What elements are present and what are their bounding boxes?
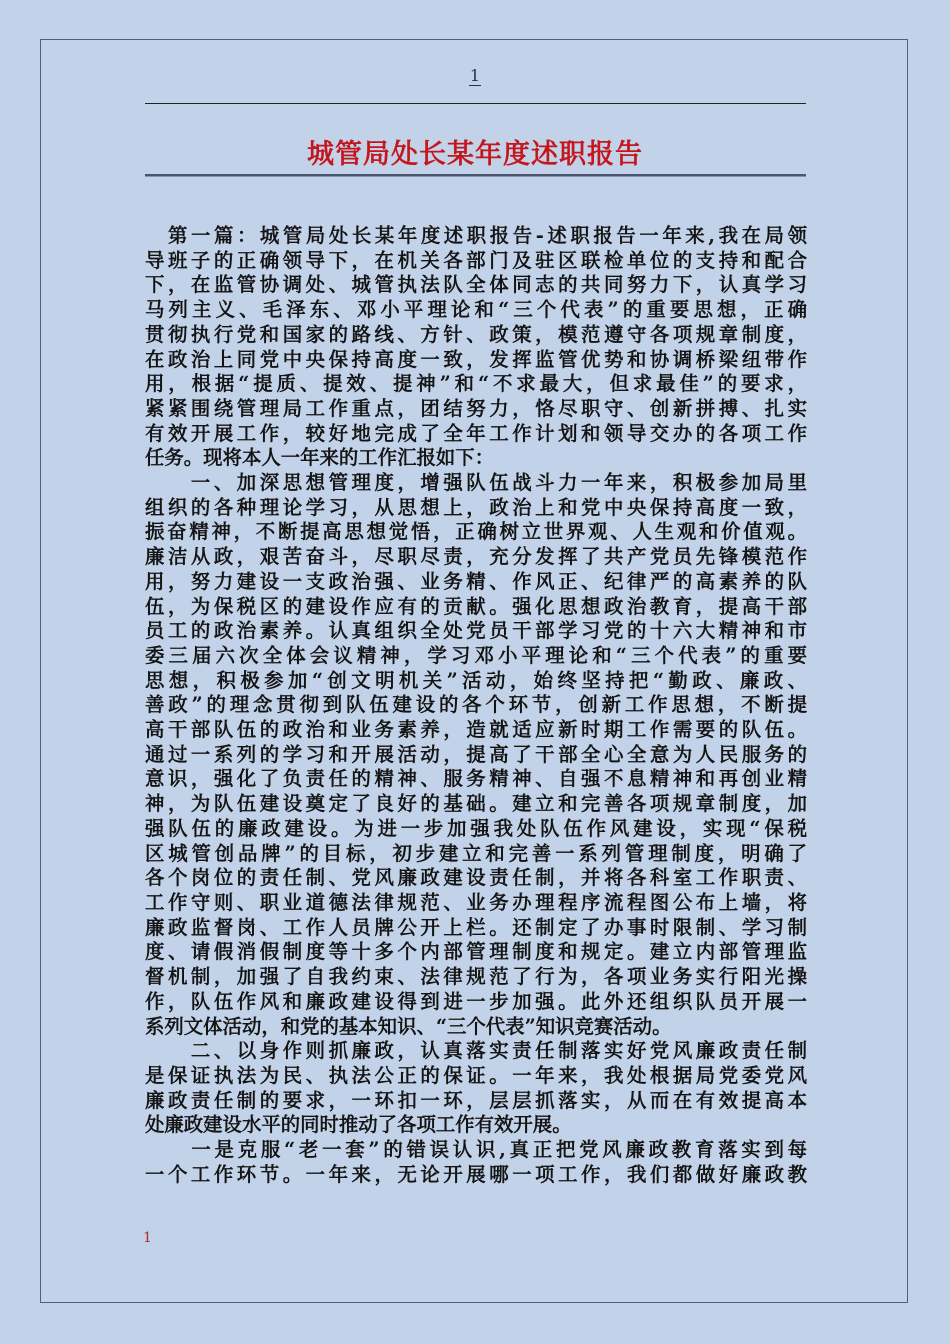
body-line: 各个岗位的责任制、党风廉政建设责任制，并将各科室工作职责、 — [145, 866, 807, 890]
body-line: 一是克服“老一套”的错误认识,真正把党风廉政教育落实到每 — [145, 1138, 807, 1162]
header-page-number: 1 — [469, 66, 481, 85]
body-line: 在政治上同党中央保持高度一致，发挥监管优势和协调桥梁纽带作 — [145, 347, 807, 371]
body-line: 振奋精神，不断提高思想觉悟，正确树立世界观、人生观和价值观。 — [145, 520, 807, 544]
body-line: 区城管创品牌”的目标，初步建立和完善一系列管理制度，明确了 — [145, 841, 807, 865]
body-line: 伍，为保税区的建设作应有的贡献。强化思想政治教育，提高干部 — [145, 594, 807, 618]
body-line: 委三届六次全体会议精神，学习邓小平理论和“三个代表”的重要 — [145, 643, 807, 667]
body-line: 工作守则、职业道德法律规范、业务办理程序流程图公布上墙，将 — [145, 890, 807, 914]
document-title: 城管局处长某年度述职报告 — [307, 139, 643, 170]
body-line: 廉洁从政，艰苦奋斗，尽职尽责，充分发挥了共产党员先锋模范作 — [145, 545, 807, 569]
footer-page-number: 1 — [143, 1230, 152, 1246]
body-line: 神，为队伍建设奠定了良好的基础。建立和完善各项规章制度，加 — [145, 792, 807, 816]
body-line: 通过一系列的学习和开展活动，提高了干部全心全意为人民服务的 — [145, 742, 807, 766]
body-line: 第一篇：城管局处长某年度述职报告-述职报告一年来,我在局领 — [145, 224, 807, 247]
body-line: 一个工作环节。一年来，无论开展哪一项工作，我们都做好廉政教 — [145, 1162, 807, 1186]
body-line: 强队伍的廉政建设。为进一步加强我处队伍作风建设，实现“保税 — [145, 816, 807, 840]
body-line: 作，队伍作风和廉政建设得到进一步加强。此外还组织队员开展一 — [145, 989, 807, 1013]
body-line: 用，根据“提质、提效、提神”和“不求最大，但求最佳”的要求， — [145, 372, 807, 396]
document-body — [145, 224, 807, 1187]
body-line: 有效开展工作，较好地完成了全年工作计划和领导交办的各项工作 — [145, 421, 807, 445]
body-line: 员工的政治素养。认真组织全处党员干部学习党的十六大精神和市 — [145, 619, 807, 643]
body-line: 是保证执法为民、执法公正的保证。一年来，我处根据局党委党风 — [145, 1063, 807, 1087]
body-line: 廉政监督岗、工作人员牌公开上栏。还制定了办事时限制、学习制 — [145, 915, 807, 939]
body-line: 善政”的理念贯彻到队伍建设的各个环节，创新工作思想，不断提 — [145, 693, 807, 717]
body-line: 一、加深思想管理度，增强队伍战斗力一年来，积极参加局里 — [145, 471, 807, 495]
body-line: 处廉政建设水平的同时推动了各项工作有效开展。 — [145, 1113, 572, 1137]
body-line: 思想，积极参加“创文明机关”活动，始终坚持把“勤政、廉政、 — [145, 668, 807, 692]
body-line: 组织的各种理论学习，从思想上，政治上和党中央保持高度一致， — [145, 495, 807, 519]
body-line: 高干部队伍的政治和业务素养，造就适应新时期工作需要的队伍。 — [145, 718, 807, 742]
body-line: 廉政责任制的要求，一环扣一环，层层抓落实，从而在有效提高本 — [145, 1088, 807, 1112]
body-line: 下，在监管协调处、城管执法队全体同志的共同努力下，认真学习 — [145, 273, 807, 297]
body-line: 度、请假消假制度等十多个内部管理制度和规定。建立内部管理监 — [145, 940, 807, 964]
body-line: 马列主义、毛泽东、邓小平理论和“三个代表”的重要思想，正确 — [145, 298, 807, 322]
body-line: 紧紧围绕管理局工作重点，团结努力，恪尽职守、创新拼搏、扎实 — [145, 396, 807, 420]
body-line: 意识，强化了负责任的精神、服务精神、自强不息精神和再创业精 — [145, 767, 807, 791]
header-divider — [145, 103, 806, 104]
body-line: 督机制，加强了自我约束、法律规范了行为，各项业务实行阳光操 — [145, 965, 807, 989]
body-line: 系列文体活动，和党的基本知识、“三个代表”知识竞赛活动。 — [145, 1014, 672, 1038]
body-line: 贯彻执行党和国家的路线、方针、政策，模范遵守各项规章制度， — [145, 322, 807, 346]
title-divider — [145, 174, 806, 176]
body-line: 用，努力建设一支政治强、业务精、作风正、纪律严的高素养的队 — [145, 569, 807, 593]
body-line: 任务。现将本人一年来的工作汇报如下： — [145, 446, 495, 470]
body-line: 导班子的正确领导下，在机关各部门及驻区联检单位的支持和配合 — [145, 248, 807, 272]
body-line: 二、以身作则抓廉政，认真落实责任制落实好党风廉政责任制 — [145, 1039, 807, 1063]
